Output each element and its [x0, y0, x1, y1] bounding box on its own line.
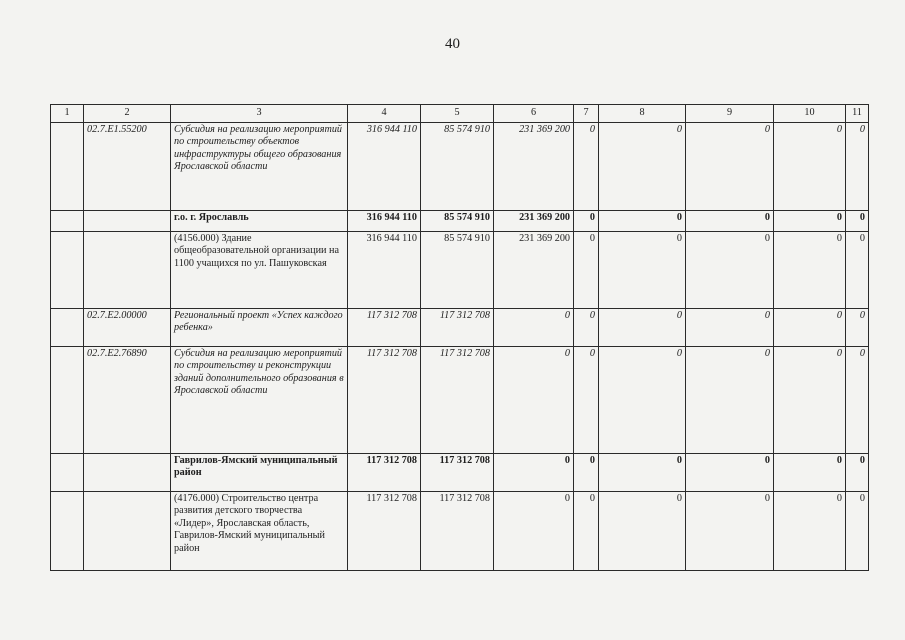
row-index-cell [51, 232, 84, 309]
value-cell: 0 [846, 309, 869, 347]
value-cell: 0 [686, 309, 774, 347]
name-cell: Субсидия на реализацию мероприятий по строительству и реконструкции зданий дополнительного образования в Ярославской области [171, 347, 348, 454]
table-row [51, 347, 869, 454]
table-row [51, 309, 869, 347]
value-cell: 0 [774, 232, 846, 309]
value-cell: 0 [686, 492, 774, 571]
value-cell: 0 [774, 309, 846, 347]
header-cell: 10 [774, 105, 846, 123]
value-cell: 0 [774, 492, 846, 571]
value-cell: 0 [846, 211, 869, 232]
value-cell: 0 [574, 347, 599, 454]
value-cell: 0 [494, 492, 574, 571]
value-cell: 0 [599, 454, 686, 492]
name-cell: Субсидия на реализацию мероприятий по строительству объектов инфраструктуры общего образования Ярославской области [171, 123, 348, 211]
value-cell: 316 944 110 [348, 123, 421, 211]
table-row [51, 232, 869, 309]
value-cell: 85 574 910 [421, 232, 494, 309]
header-cell: 2 [84, 105, 171, 123]
value-cell: 0 [574, 211, 599, 232]
header-cell: 11 [846, 105, 869, 123]
value-cell: 0 [494, 347, 574, 454]
value-cell: 0 [599, 309, 686, 347]
value-cell: 0 [494, 309, 574, 347]
value-cell: 0 [574, 123, 599, 211]
value-cell: 0 [846, 347, 869, 454]
table-row [51, 123, 869, 211]
row-index-cell [51, 454, 84, 492]
value-cell: 316 944 110 [348, 211, 421, 232]
value-cell: 0 [574, 454, 599, 492]
row-index-cell [51, 347, 84, 454]
name-cell: (4176.000) Строительство центра развития детского творчества «Лидер», Ярославская область, Гаврилов-Ямский муниципальный район [171, 492, 348, 571]
header-cell: 1 [51, 105, 84, 123]
name-cell: (4156.000) Здание общеобразовательной организации на 1100 учащихся по ул. Пашуковская [171, 232, 348, 309]
value-cell: 0 [774, 123, 846, 211]
name-cell: Гаврилов-Ямский муниципальный район [171, 454, 348, 492]
value-cell: 85 574 910 [421, 123, 494, 211]
value-cell: 117 312 708 [421, 492, 494, 571]
budget-table [50, 104, 869, 571]
value-cell: 117 312 708 [421, 309, 494, 347]
code-cell [84, 232, 171, 309]
value-cell: 0 [686, 211, 774, 232]
header-cell: 7 [574, 105, 599, 123]
value-cell: 0 [574, 492, 599, 571]
row-index-cell [51, 309, 84, 347]
value-cell: 0 [686, 123, 774, 211]
table-row [51, 454, 869, 492]
code-cell [84, 454, 171, 492]
name-cell: г.о. г. Ярославль [171, 211, 348, 232]
code-cell: 02.7.E2.00000 [84, 309, 171, 347]
header-cell: 3 [171, 105, 348, 123]
value-cell: 0 [599, 211, 686, 232]
value-cell: 0 [574, 232, 599, 309]
value-cell: 0 [846, 232, 869, 309]
code-cell [84, 211, 171, 232]
header-cell: 8 [599, 105, 686, 123]
value-cell: 0 [846, 454, 869, 492]
value-cell: 0 [686, 454, 774, 492]
value-cell: 0 [599, 347, 686, 454]
table-row [51, 211, 869, 232]
value-cell: 231 369 200 [494, 232, 574, 309]
value-cell: 117 312 708 [348, 454, 421, 492]
value-cell: 0 [599, 492, 686, 571]
code-cell [84, 492, 171, 571]
value-cell: 0 [599, 232, 686, 309]
value-cell: 0 [774, 454, 846, 492]
header-cell: 6 [494, 105, 574, 123]
code-cell: 02.7.E1.55200 [84, 123, 171, 211]
value-cell: 0 [494, 454, 574, 492]
header-cell: 9 [686, 105, 774, 123]
value-cell: 316 944 110 [348, 232, 421, 309]
value-cell: 0 [574, 309, 599, 347]
table-row [51, 492, 869, 571]
code-cell: 02.7.E2.76890 [84, 347, 171, 454]
value-cell: 0 [846, 492, 869, 571]
page-number: 40 [445, 36, 460, 52]
value-cell: 117 312 708 [421, 454, 494, 492]
value-cell: 85 574 910 [421, 211, 494, 232]
header-cell: 5 [421, 105, 494, 123]
value-cell: 231 369 200 [494, 211, 574, 232]
value-cell: 231 369 200 [494, 123, 574, 211]
name-cell: Региональный проект «Успех каждого ребенка» [171, 309, 348, 347]
header-cell: 4 [348, 105, 421, 123]
value-cell: 0 [774, 347, 846, 454]
value-cell: 0 [686, 347, 774, 454]
value-cell: 0 [774, 211, 846, 232]
row-index-cell [51, 211, 84, 232]
row-index-cell [51, 123, 84, 211]
value-cell: 117 312 708 [421, 347, 494, 454]
row-index-cell [51, 492, 84, 571]
value-cell: 0 [599, 123, 686, 211]
value-cell: 117 312 708 [348, 309, 421, 347]
value-cell: 117 312 708 [348, 492, 421, 571]
value-cell: 117 312 708 [348, 347, 421, 454]
value-cell: 0 [846, 123, 869, 211]
value-cell: 0 [686, 232, 774, 309]
header-row [51, 105, 869, 123]
